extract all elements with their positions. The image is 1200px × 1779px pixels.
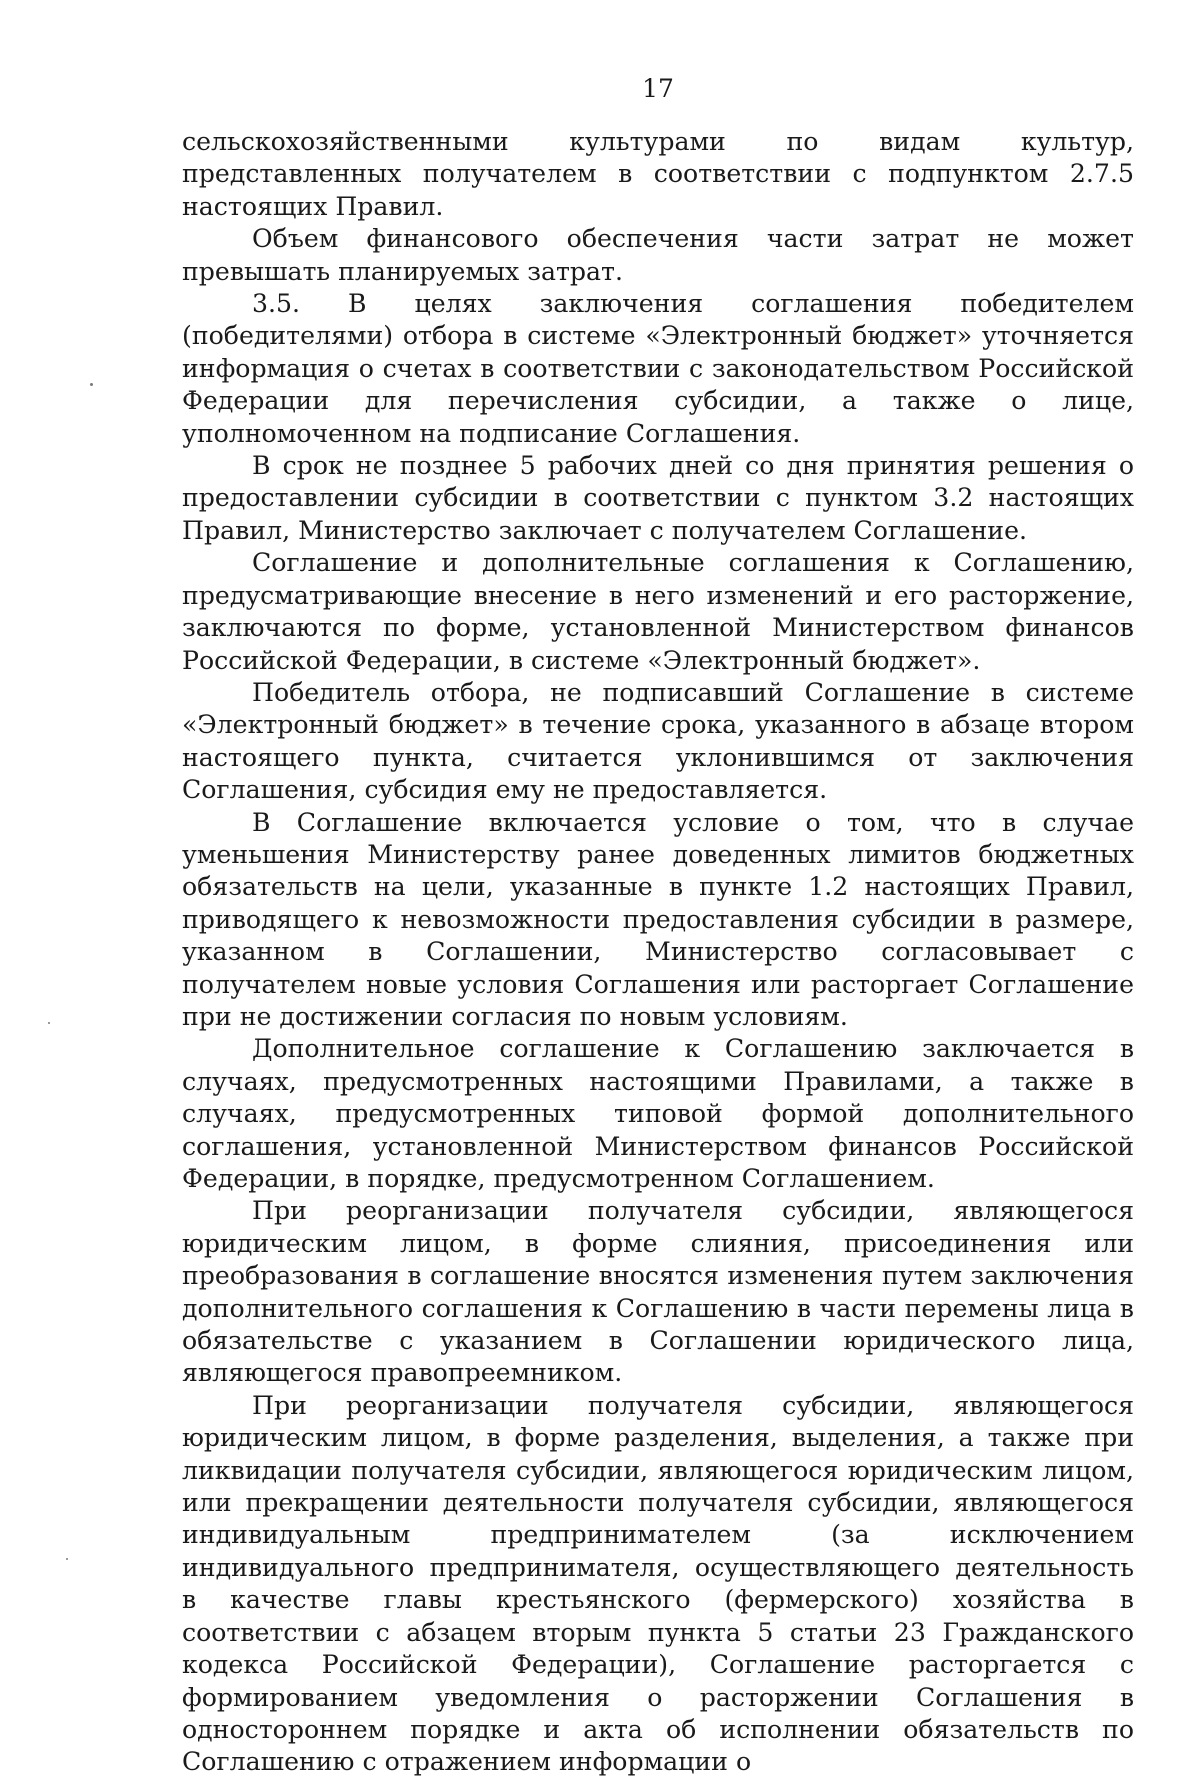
paragraph-3-5: 3.5. В целях заключения соглашения победителем (победителями) отбора в системе «Электронный бюджет» уточняется информация о счетах в соответствии с законодательством Российской Федерации для перечисления субсидии, а также о лице, уполномоченном на подписание Соглашения. [182, 289, 1134, 448]
paragraph-agreement-deadline: В срок не позднее 5 рабочих дней со дня принятия решения о предоставлении субсидии в соответствии с пунктом 3.2 настоящих Правил, Министерство заключает с получателем Соглашение. [182, 451, 1134, 545]
scan-speck [90, 383, 93, 386]
paragraph-winner-refusal: Победитель отбора, не подписавший Соглашение в системе «Электронный бюджет» в течение срока, указанного в абзаце втором настоящего пункта, считается уклонившимся от заключения Соглашения, субсидия ему не предоставляется. [182, 677, 1134, 805]
paragraph-reorganization-division: При реорганизации получателя субсидии, являющегося юридическим лицом, в форме разделения, выделения, а также при ликвидации получателя субсидии, являющегося юридическим лицом, или прекращении деятельности получателя субсидии, являющегося индивидуальным предпринимателем (за исключением индивидуального предпринимателя, осуществляющего деятельность в качестве главы крестьянского (фермерского) хозяйства в соответствии с абзацем вторым пункта 5 статьи 23 Гражданского кодекса Российской Федерации), Соглашение расторгается с формированием уведомления о расторжении Соглашения в одностороннем порядке и акта об исполнении обязательств по Соглашению с отражением информации о [182, 1390, 1134, 1777]
document-body [182, 126, 1134, 1779]
paragraph-funding-limit: Объем финансового обеспечения части затрат не может превышать планируемых затрат. [182, 224, 1134, 286]
scan-speck [48, 1022, 50, 1024]
paragraph-agreement-form: Соглашение и дополнительные соглашения к Соглашению, предусматривающие внесение в него изменений и его расторжение, заключаются по форме, установленной Министерством финансов Российской Федерации, в системе «Электронный бюджет». [182, 548, 1134, 675]
paragraph-continuation: сельскохозяйственными культурами по видам культур, представленных получателем в соответствии с подпунктом 2.7.5 настоящих Правил. [182, 127, 1134, 221]
paragraph-reorganization-merger: При реорганизации получателя субсидии, являющегося юридическим лицом, в форме слияния, присоединения или преобразования в соглашение вносятся изменения путем заключения дополнительного соглашения к Соглашению в части перемены лица в обязательстве с указанием в Соглашении юридического лица, являющегося правопреемником. [182, 1196, 1134, 1388]
scan-speck [66, 1558, 68, 1560]
paragraph-limits-reduction: В Соглашение включается условие о том, что в случае уменьшения Министерству ранее доведенных лимитов бюджетных обязательств на цели, указанные в пункте 1.2 настоящих Правил, приводящего к невозможности предоставления субсидии в размере, указанном в Соглашении, Министерство согласовывает с получателем новые условия Соглашения или расторгает Соглашение при не достижении согласия по новым условиям. [182, 807, 1134, 1031]
paragraph-additional-agreement: Дополнительное соглашение к Соглашению заключается в случаях, предусмотренных настоящими Правилами, а также в случаях, предусмотренных типовой формой дополнительного соглашения, установленной Министерством финансов Российской Федерации, в порядке, предусмотренном Соглашением. [182, 1034, 1134, 1193]
page-number: 17 [642, 74, 674, 103]
